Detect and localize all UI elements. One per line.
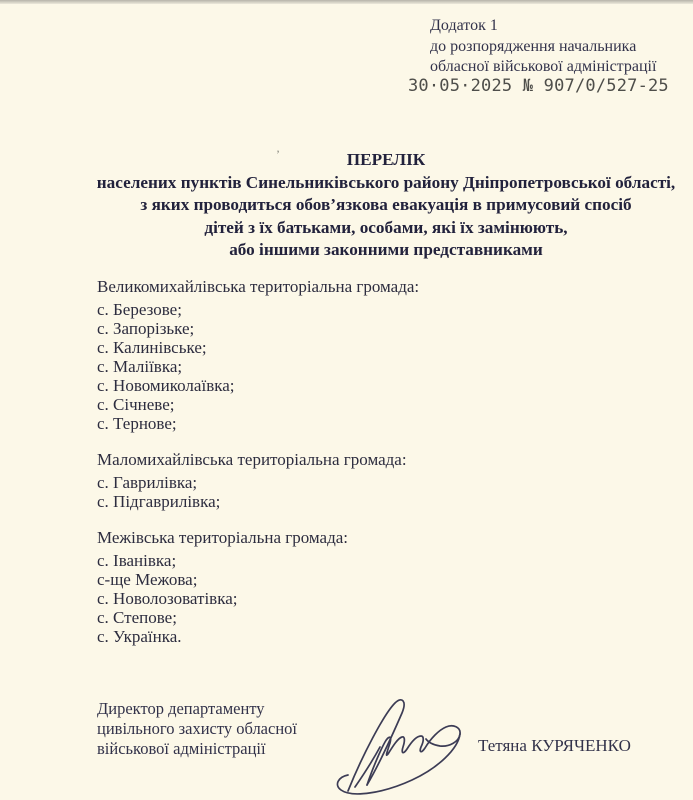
registration-date-stamp: 30·05·2025 № 907/0/527-25 xyxy=(408,76,669,96)
settlement-item: с. Новолозоватівка; xyxy=(97,589,238,608)
signer-position-block xyxy=(97,699,297,759)
handwritten-signature-icon xyxy=(322,690,467,800)
settlement-item: с. Підгаврилівка; xyxy=(97,492,221,511)
signer-position-line: Директор департаменту xyxy=(97,699,265,718)
settlement-item: с. Степове; xyxy=(97,608,177,627)
annex-header-line: до розпорядження начальника xyxy=(430,37,637,55)
settlement-item: с. Іванівка; xyxy=(97,551,177,570)
annex-header-block xyxy=(430,16,656,78)
scan-speck: ’ xyxy=(276,147,280,161)
settlement-item: с. Гаврилівка; xyxy=(97,473,198,492)
signer-name: Тетяна КУРЯЧЕНКО xyxy=(478,736,631,755)
document-title: ПЕРЕЛІК xyxy=(346,150,426,169)
settlement-item: с. Маліївка; xyxy=(97,357,183,376)
title-line: з яких проводиться обов’язкова евакуація в примусовий спосіб xyxy=(140,195,632,214)
hromada-section xyxy=(97,450,419,511)
signer-position-line: цивільного захисту обласної xyxy=(97,719,297,738)
settlement-item: с. Березове; xyxy=(97,300,182,319)
settlement-list xyxy=(97,277,419,646)
settlement-item: с. Новомиколаївка; xyxy=(97,376,235,395)
settlement-item: с. Січневе; xyxy=(97,395,175,414)
settlement-item: с. Тернове; xyxy=(97,414,177,433)
settlement-item: с. Калинівське; xyxy=(97,338,207,357)
settlement-item: с. Запорізьке; xyxy=(97,319,195,338)
title-line: або іншими законними представниками xyxy=(229,240,543,259)
hromada-section xyxy=(97,277,419,433)
hromada-header: Маломихайлівська територіальна громада: xyxy=(97,450,407,469)
signer-position-line: військової адміністрації xyxy=(97,739,266,758)
settlement-item: с-ще Межова; xyxy=(97,570,198,589)
hromada-header: Межівська територіальна громада: xyxy=(97,528,349,547)
title-line: дітей з їх батьками, особами, які їх замінюють, xyxy=(204,217,568,237)
document-title-block xyxy=(80,149,692,262)
settlement-item: с. Українка. xyxy=(97,627,182,646)
hromada-header: Великомихайлівська територіальна громада: xyxy=(97,277,420,296)
hromada-section xyxy=(97,528,419,646)
annex-header-line: Додаток 1 xyxy=(430,17,498,34)
scan-edge-artifact xyxy=(0,0,693,4)
annex-header-line: обласної військової адміністрації xyxy=(430,58,657,75)
title-line: населених пунктів Синельниківського району Дніпропетровської області, xyxy=(96,172,676,192)
